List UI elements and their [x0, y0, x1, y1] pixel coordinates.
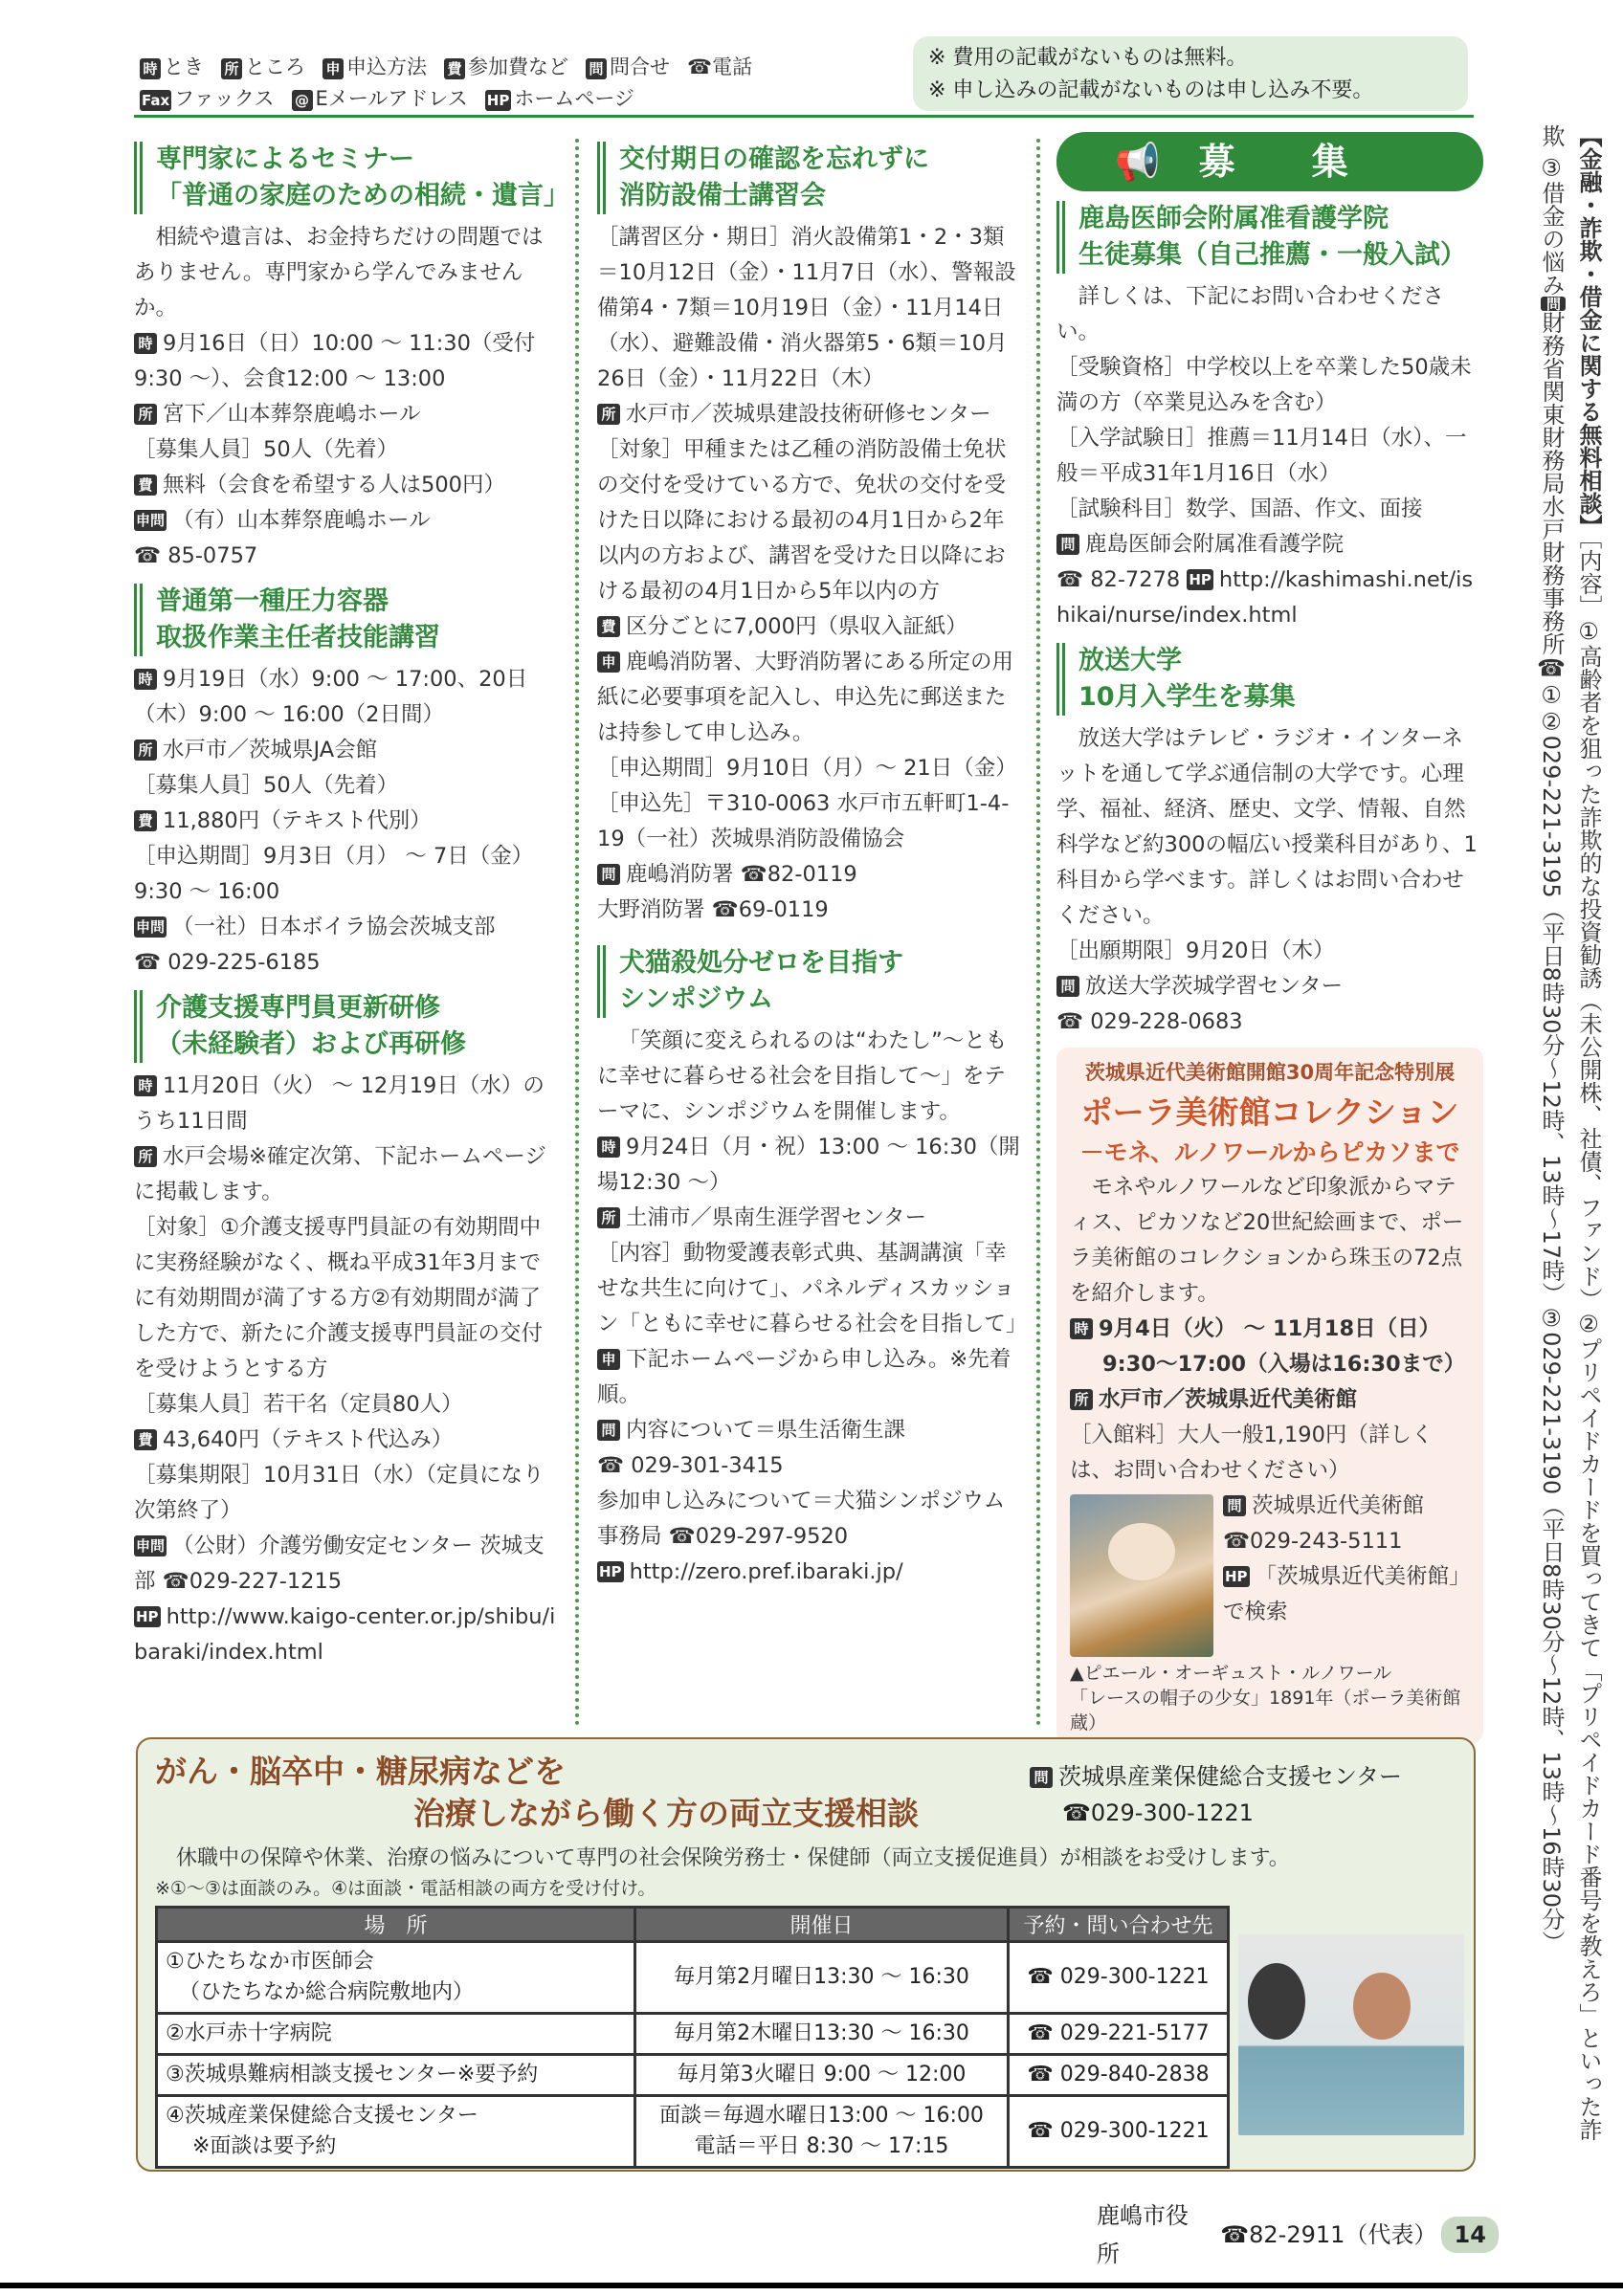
- title-line: 取扱作業主任者技能講習: [156, 623, 440, 652]
- contact-text: 放送大学茨城学習センター: [1085, 974, 1344, 999]
- fax-icon: Fax: [142, 92, 170, 109]
- vertical-body: ［内容］①高齢者を狙った詐欺的な投資勧誘（未公開株、社債、ファンド）②プリペイドカードを買ってきて「プリペイドカード番号を教えろ」といった詐欺 ③借金の悩み: [1538, 124, 1602, 2141]
- date-cell: 毎月第3火曜日 9:00 ～ 12:00: [635, 2055, 1009, 2096]
- tel-text: 029-300-1221: [1059, 2119, 1210, 2143]
- tel-text: 029-221-5177: [1059, 2021, 1210, 2045]
- homepage-icon: HP: [1225, 1568, 1248, 1585]
- phone-icon: ☎: [668, 1524, 696, 1549]
- consultation-box: [136, 1737, 1476, 2172]
- title-line: 専門家によるセミナー: [156, 144, 414, 174]
- phone-icon: ☎: [740, 862, 767, 887]
- limit-row: [134, 1458, 561, 1529]
- contact-text: 内容について＝県生活衛生課: [626, 1418, 906, 1443]
- tel-text: 85-0757: [167, 543, 258, 568]
- tel-row: [1056, 563, 1483, 633]
- time-text: 9月16日（日）10:00 ～ 11:30（受付9:30 ～）、会食12:00 ～ 13:00: [134, 331, 536, 391]
- fee-text: 43,640円（テキスト代込み）: [163, 1427, 454, 1452]
- subject-row: [1056, 492, 1483, 527]
- place-icon: 所: [221, 58, 242, 79]
- period-label: ［申込期間］: [134, 844, 264, 869]
- phone-icon: ☎: [134, 543, 168, 568]
- phone-icon: ☎: [1220, 2221, 1250, 2248]
- apply-icon: 申: [597, 1349, 620, 1370]
- date-cell: [635, 2096, 1009, 2168]
- contact-row: [134, 910, 561, 945]
- place-line: ①ひたちなか市医師会: [166, 1950, 374, 1974]
- homepage-icon: HP: [136, 1608, 159, 1625]
- legend-label: Eメールアドレス: [315, 87, 468, 110]
- fee-row: [134, 1423, 561, 1458]
- vertical-title: 【金融・詐欺・借金に関する無料相談】: [1575, 124, 1602, 538]
- exam-row: [1056, 421, 1483, 492]
- kubun-label: ［講習区分・期日］: [597, 225, 791, 250]
- apply-row: [597, 1342, 1020, 1413]
- legend-item: [221, 52, 305, 83]
- tel-text: 82-7278: [1090, 567, 1181, 592]
- tel-row: [134, 945, 561, 981]
- phone-icon: ☎: [1027, 2063, 1060, 2086]
- tel-text: 029-840-2838: [1059, 2063, 1210, 2086]
- contact-text: 大野消防署: [597, 897, 705, 922]
- content-row: [597, 1236, 1028, 1342]
- place-line: ④茨城産業保健総合支援センター: [166, 2104, 478, 2128]
- section-body: 「笑顔に変えられるのは“わたし”～ともに幸せに暮らせる社会を目指して～」をテーマに、シンポジウムを開催します。: [597, 1028, 1008, 1124]
- header-contact: 予約・問い合わせ先: [1009, 1908, 1229, 1942]
- phone-icon: ☎: [711, 897, 739, 922]
- date-cell: 毎月第2月曜日13:30 ～ 16:30: [635, 1942, 1009, 2014]
- table-row: [157, 1942, 1229, 2014]
- notice-box: [913, 36, 1468, 111]
- footer: [1097, 2197, 1499, 2273]
- tel-cell: [1009, 2055, 1229, 2096]
- capacity-row: [134, 1387, 561, 1423]
- homepage-icon: HP: [599, 1563, 622, 1580]
- kubun-text: 消火設備第1・2・3類＝10月12日（金）・11月7日（水）、警報設備第4・7類＝10月19日（金）・11月14日（水）、避難設備・消火器第5・6類＝10月26日（金）・11月22日（木）: [597, 225, 1016, 391]
- art-tagline: －モネ、ルノワールからピカソまで: [1079, 1138, 1460, 1166]
- period-row: [597, 751, 1020, 786]
- contact-row: [1056, 527, 1483, 563]
- fee-icon: 費: [134, 475, 157, 496]
- legend-item: [322, 52, 427, 83]
- place-text: 水戸市／茨城県建設技術研修センター: [626, 402, 991, 427]
- table-row: [157, 2096, 1229, 2168]
- tel-text: 029-227-1215: [189, 1569, 343, 1594]
- apply-icon: 申: [597, 651, 620, 673]
- phone-icon: ☎: [1056, 567, 1091, 592]
- phone-icon: ☎: [1223, 1529, 1251, 1554]
- qualification-text: 中学校以上を卒業した50歳未満の方（卒業見込みを含む）: [1056, 355, 1472, 415]
- legend-label: 電話: [712, 55, 753, 78]
- inquiry-icon: 問: [597, 1420, 620, 1441]
- phone-icon: ☎: [687, 55, 713, 78]
- tel-cell: [1009, 2096, 1229, 2168]
- apply-inquiry-icon: 申問: [136, 512, 166, 529]
- date-cell: 毎月第2木曜日13:30 ～ 16:30: [635, 2014, 1009, 2055]
- phone-icon: ☎: [1027, 2021, 1060, 2045]
- email-icon: @: [292, 90, 313, 111]
- time-row: [1070, 1312, 1470, 1347]
- subject-label: ［試験科目］: [1056, 497, 1187, 521]
- capacity-text: 50人（先着）: [263, 437, 399, 462]
- contact-row: [134, 503, 561, 539]
- capacity-label: ［募集人員］: [134, 437, 264, 462]
- column-divider: [575, 139, 579, 1727]
- date-line: 面談＝毎週水曜日13:00 ～ 16:00: [659, 2104, 984, 2128]
- time-icon: 時: [1070, 1318, 1093, 1339]
- section-title: [597, 945, 1020, 1018]
- boshu-banner: [1056, 132, 1483, 191]
- title-line: 「普通の家庭のための相続・遺言」: [156, 181, 569, 210]
- phone-icon: ☎: [162, 1569, 189, 1594]
- content-label: ［内容］: [597, 1241, 684, 1266]
- legend-label: 申込方法: [346, 55, 427, 78]
- phone-icon: ☎: [1027, 2119, 1060, 2143]
- time-icon: 時: [134, 669, 157, 690]
- tel-cell: [1009, 1942, 1229, 2014]
- column-3: [1056, 132, 1483, 1743]
- column-divider: [1036, 139, 1040, 1727]
- target-text: 甲種または乙種の消防設備士免状の交付を受けている方で、免状の交付を受けた日以降における最初の4月1日から2年以内の方および、講習を受けた日以降における最初の4月1日から5年以内の方: [597, 437, 1007, 604]
- section-title: [597, 142, 1020, 214]
- fee-text: 無料（会食を希望する人は500円）: [163, 473, 505, 497]
- period-text: 9月3日（月） ～ 7日（金）9:30 ～ 16:00: [134, 844, 534, 904]
- contact-row: [597, 893, 1020, 928]
- header-date: 開催日: [635, 1908, 1009, 1942]
- contact-text: 参加申し込みについて＝犬猫シンポジウム事務局: [597, 1489, 1006, 1549]
- contact-text: （有）山本葬祭鹿嶋ホール: [172, 508, 431, 533]
- tel-row: [597, 1448, 1020, 1484]
- notice-line: ※ 費用の記載がないものは無料。: [928, 46, 1248, 70]
- target-label: ［対象］: [597, 437, 684, 462]
- apply-text: 鹿嶋消防署、大野消防署にある所定の用紙に必要事項を記入し、申込先に郵送または持参して申し込み。: [597, 650, 1014, 745]
- table-header: [157, 1908, 1229, 1942]
- contact-text: （一社）日本ボイラ協会茨城支部: [172, 915, 496, 939]
- qualification-label: ［受験資格］: [1056, 355, 1187, 380]
- title-line: 交付期日の確認を忘れずに: [619, 144, 929, 174]
- contact-text: 茨城県産業保健総合支援センター: [1058, 1763, 1403, 1790]
- time-text-2: 9:30～17:00（入場は16:30まで）: [1102, 1352, 1466, 1377]
- place-icon: 所: [134, 404, 157, 425]
- apply-inquiry-icon: 申問: [136, 1537, 166, 1555]
- contact-text: 鹿嶋消防署: [626, 862, 734, 887]
- time-icon: 時: [134, 333, 157, 354]
- fee-row: [1070, 1418, 1470, 1489]
- table-row: [157, 2055, 1229, 2096]
- place-text: 水戸会場※確定次第、下記ホームページに掲載します。: [134, 1144, 546, 1204]
- fee-icon: 費: [597, 616, 620, 637]
- period-label: ［申込期間］: [597, 756, 727, 781]
- fee-label: ［入館料］: [1070, 1423, 1178, 1447]
- legend-item: [444, 52, 568, 83]
- fee-icon: 費: [134, 1429, 157, 1450]
- exam-label: ［入学試験日］: [1056, 426, 1208, 451]
- place-cell: ③茨城県難病相談支援センター※要予約: [157, 2055, 635, 2096]
- megaphone-icon: 📢: [1115, 141, 1161, 183]
- title-line: 鹿島医師会附属准看護学院: [1078, 204, 1389, 233]
- tel-cell: [1009, 2014, 1229, 2055]
- tel-text: 029-228-0683: [1090, 1009, 1243, 1034]
- qualification-row: [1056, 350, 1483, 421]
- apply-inquiry-icon: 申問: [136, 918, 166, 936]
- place-cell: ②水戸赤十字病院: [157, 2014, 635, 2055]
- place-cell: [157, 1942, 635, 2014]
- contact-row: [597, 1413, 1020, 1448]
- consultation-intro: 休職中の保障や休業、治療の悩みについて専門の社会保険労務士・保健師（両立支援促進員）が相談をお受けします。: [176, 1846, 1290, 1870]
- contact-text: 鹿島医師会附属准看護学院: [1085, 532, 1345, 557]
- consultation-note: ※①～③は面談のみ。④は面談・電話相談の両方を受け付け。: [155, 1878, 656, 1899]
- dest-label: ［申込先］: [597, 791, 705, 816]
- boshu-label: 募集: [1198, 141, 1425, 183]
- content-text: 動物愛護表彰式典、基調講演「幸せな共生に向けて」、パネルディスカッション「ともに幸せに暮らせる社会を目指して」: [597, 1241, 1028, 1336]
- phone-icon: ☎: [1056, 1009, 1091, 1034]
- homepage-icon: HP: [486, 92, 510, 109]
- title-line: 放送大学: [1078, 646, 1182, 675]
- legend: [140, 52, 905, 115]
- tel-text: 029-243-5111: [1250, 1529, 1403, 1554]
- vertical-consultation-notice: [1501, 124, 1606, 2152]
- time-text: 9月19日（水）9:00 ～ 17:00、20日（木）9:00 ～ 16:00（2日間）: [134, 667, 528, 727]
- time-text: 9月4日（火） ～ 11月18日（日）: [1099, 1316, 1441, 1341]
- hp-link[interactable]: http://www.kaigo-center.or.jp/shibu/ibaraki/index.html: [134, 1604, 556, 1665]
- place-text: 宮下／山本葬祭鹿嶋ホール: [163, 402, 421, 427]
- vertical-tel: ①②029-221-3195（平日8時30分～12時、13時～17時）③029-221-3190（平日8時30分～12時、13時～16時30分）: [1538, 681, 1565, 1954]
- limit-text: 10月31日（水）（定員になり次第終了）: [134, 1463, 545, 1523]
- target-label: ［対象］: [134, 1215, 221, 1240]
- photo-person: [1248, 1963, 1305, 2040]
- legend-label: 参加費など: [468, 55, 568, 78]
- time-icon: 時: [140, 58, 161, 79]
- phone-icon: ☎: [134, 950, 168, 975]
- contact-text: 茨城県近代美術館: [1252, 1493, 1425, 1518]
- hp-text: 「茨城県近代美術館」で検索: [1223, 1564, 1460, 1624]
- contact-text: （公財）介護労働安定センター 茨城支部: [134, 1534, 545, 1594]
- fee-text: 区分ごとに7,000円（県収入証紙）: [626, 614, 967, 639]
- contact-row: [597, 1484, 1020, 1555]
- fee-row: [134, 804, 561, 839]
- title-line: 介護支援専門員更新研修: [156, 993, 440, 1023]
- time-icon: 時: [597, 1137, 620, 1158]
- legend-row-1: [140, 52, 905, 83]
- fee-row: [597, 609, 1020, 645]
- place-line-2: （ひたちなか総合病院敷地内）: [179, 1980, 475, 2004]
- place-line-2: ※面談は要予約: [192, 2134, 337, 2158]
- hp-row: [134, 1600, 561, 1670]
- section-title: [134, 990, 561, 1063]
- caption-line: ▲ピエール・オーギュスト・ルノワール: [1070, 1663, 1392, 1684]
- section-body: 相続や遺言は、お金持ちだけの問題ではありません。専門家から学んでみませんか。: [134, 225, 544, 320]
- title-line: 普通第一種圧力容器: [156, 586, 389, 616]
- bottom-rule: [0, 2283, 1623, 2288]
- legend-label: ファックス: [174, 87, 275, 110]
- footer-tel: 82-2911（代表）: [1249, 2221, 1437, 2248]
- apply-icon: 申: [322, 58, 344, 79]
- fee-row: [134, 468, 561, 503]
- time-row: [134, 662, 561, 733]
- hp-row: [597, 1555, 1020, 1590]
- fee-text: 大人一般1,190円（詳しくは、お問い合わせください）: [1070, 1423, 1434, 1483]
- legend-item: [586, 52, 670, 83]
- title-line: 消防設備士講習会: [619, 181, 826, 210]
- contact-row: [1056, 969, 1483, 1004]
- place-icon: 所: [597, 1207, 620, 1228]
- inquiry-icon: 問: [1541, 297, 1566, 311]
- limit-label: ［出願期限］: [1056, 938, 1187, 963]
- tel-row: [134, 539, 561, 574]
- consultation-photo: [1238, 1934, 1464, 2135]
- place-row: [134, 1139, 561, 1210]
- time-row: [134, 1069, 561, 1139]
- limit-label: ［募集期限］: [134, 1463, 264, 1488]
- homepage-icon: HP: [1189, 571, 1212, 588]
- time-text: 9月24日（月・祝）13:00 ～ 16:30（開場12:30 ～）: [597, 1135, 1020, 1195]
- legend-item: [292, 83, 468, 115]
- kubun-row: [597, 220, 1020, 397]
- time-text: 11月20日（火） ～ 12月19日（水）のうち11日間: [134, 1073, 545, 1134]
- column-2: [597, 132, 1028, 1590]
- consultation-title-2: 治療しながら働く方の両立支援相談: [413, 1795, 919, 1832]
- place-icon: 所: [134, 1146, 157, 1167]
- period-text: 9月10日（月）～ 21日（金）: [726, 756, 1017, 781]
- place-row: [597, 1201, 1020, 1236]
- target-row: [134, 1210, 561, 1387]
- title-line: シンポジウム: [619, 984, 774, 1014]
- place-row: [597, 397, 1020, 432]
- fee-icon: 費: [134, 810, 157, 831]
- place-icon: 所: [1070, 1389, 1093, 1410]
- exam-text: 推薦＝11月14日（水）、一般＝平成31年1月16日（水）: [1056, 426, 1467, 486]
- fee-icon: 費: [444, 58, 465, 79]
- capacity-row: [134, 768, 561, 804]
- place-text: 水戸市／茨城県JA会館: [163, 738, 378, 762]
- title-line: （未経験者）および再研修: [156, 1029, 466, 1059]
- legend-row-2: [140, 83, 905, 115]
- place-icon: 所: [597, 404, 620, 425]
- inquiry-icon: 問: [1223, 1495, 1246, 1516]
- capacity-row: [134, 432, 561, 468]
- art-exhibition-box: [1056, 1048, 1483, 1743]
- section-title: [1056, 201, 1483, 274]
- art-title: ポーラ美術館コレクション: [1080, 1093, 1459, 1131]
- target-row: [597, 432, 1020, 609]
- section-title: [134, 142, 569, 214]
- inquiry-icon: 問: [1056, 976, 1079, 997]
- place-icon: 所: [134, 740, 157, 761]
- column-1: [134, 132, 569, 1670]
- legend-item: [140, 52, 204, 83]
- time-row: [134, 326, 561, 397]
- footer-office: 鹿嶋市役所: [1097, 2202, 1189, 2267]
- inquiry-icon: 問: [1030, 1767, 1053, 1788]
- caption-line: 「レースの帽子の少女」1891年（ポーラ美術館蔵）: [1070, 1688, 1461, 1733]
- tel-text: 029-225-6185: [167, 950, 321, 975]
- phone-icon: ☎: [1027, 1965, 1060, 1989]
- inquiry-icon: 問: [1056, 534, 1079, 555]
- title-line: 犬猫殺処分ゼロを目指す: [619, 948, 903, 978]
- tel-text: 029-300-1221: [1059, 1965, 1210, 1989]
- inquiry-icon: 問: [586, 58, 607, 79]
- period-row: [134, 839, 561, 910]
- apply-text: 下記ホームページから申し込み。※先着順。: [597, 1347, 1012, 1407]
- consultation-title-1: がん・脳卒中・糖尿病などを: [155, 1753, 566, 1790]
- limit-text: 9月20日（木）: [1186, 938, 1335, 963]
- subject-text: 数学、国語、作文、面接: [1186, 497, 1423, 521]
- date-line-2: 電話＝平日 8:30 ～ 17:15: [694, 2134, 949, 2158]
- art-subtitle: 茨城県近代美術館開館30周年記念特別展: [1084, 1061, 1456, 1084]
- tel-text: 69-0119: [738, 897, 829, 922]
- painting-caption: [1070, 1661, 1470, 1735]
- phone-icon: ☎: [1538, 654, 1565, 682]
- header-place: 場 所: [157, 1908, 635, 1942]
- capacity-text: 若干名（定員80人）: [263, 1392, 463, 1417]
- art-body: モネやルノワールなど印象派からマティス、ピカソなど20世紀絵画まで、ポーラ美術館のコレクションから珠玉の72点を紹介します。: [1070, 1175, 1464, 1306]
- contact-row: [597, 857, 1020, 893]
- target-text: ①介護支援専門員証の有効期間中に実務経験がなく、概ね平成31年3月までに有効期間が満了する方②有効期間が満了した方で、新たに介護支援専門員証の交付を受けようとする方: [134, 1215, 544, 1381]
- legend-item: [687, 52, 752, 83]
- tel-row: [1056, 1004, 1483, 1040]
- legend-label: 問合せ: [610, 55, 670, 78]
- section-body: 放送大学はテレビ・ラジオ・インターネットを通して学ぶ通信制の大学です。心理学、福祉、経済、歴史、文学、情報、自然科学など約300の幅広い授業科目があり、1科目から学べます。詳しくはお問い合わせください。: [1056, 726, 1478, 928]
- header-divider: [134, 115, 1474, 118]
- tel-text: 029-301-3415: [631, 1453, 784, 1478]
- dest-row: [597, 786, 1020, 857]
- capacity-text: 50人（先着）: [263, 773, 399, 798]
- hp-link[interactable]: http://zero.pref.ibaraki.jp/: [629, 1559, 903, 1584]
- legend-label: ホームページ: [514, 87, 634, 110]
- place-row: [134, 733, 561, 768]
- hp-link[interactable]: http://kashimashi.net/ishikai/nurse/index.html: [1056, 567, 1474, 628]
- renoir-painting-image: [1070, 1494, 1213, 1657]
- legend-label: ところ: [245, 55, 305, 78]
- phone-icon: ☎: [1062, 1799, 1091, 1826]
- legend-item: [140, 83, 275, 115]
- notice-line: ※ 申し込みの記載がないものは申し込み不要。: [928, 78, 1374, 102]
- legend-label: とき: [164, 55, 204, 78]
- tel-text: 029-300-1221: [1090, 1799, 1254, 1826]
- contact-row: [134, 1529, 561, 1600]
- place-cell: [157, 2096, 635, 2168]
- page-number: 14: [1441, 2217, 1499, 2253]
- capacity-label: ［募集人員］: [134, 773, 264, 798]
- fee-text: 11,880円（テキスト代別）: [163, 808, 432, 833]
- time-icon: 時: [134, 1075, 157, 1096]
- section-title: [1056, 643, 1483, 716]
- title-line: 10月入学生を募集: [1078, 682, 1296, 712]
- consultation-table: [155, 1906, 1230, 2169]
- legend-item: [485, 83, 634, 115]
- place-text: 水戸市／茨城県近代美術館: [1099, 1387, 1358, 1412]
- inquiry-icon: 問: [597, 864, 620, 885]
- phone-icon: ☎: [597, 1453, 632, 1478]
- limit-row: [1056, 934, 1483, 969]
- title-line: 生徒募集（自己推薦・一般入試）: [1078, 240, 1466, 270]
- section-body: 詳しくは、下記にお問い合わせください。: [1056, 284, 1445, 344]
- dest-text: 〒310-0063 水戸市五軒町1-4-19（一社）茨城県消防設備協会: [597, 791, 1010, 851]
- tel-text: 82-0119: [767, 862, 857, 887]
- vertical-contact: 財務省関東財務局水戸財務事務所: [1538, 310, 1565, 655]
- place-row: [134, 397, 561, 432]
- time-row: [597, 1130, 1020, 1201]
- tel-text: 029-297-9520: [695, 1524, 849, 1549]
- place-row: [1070, 1382, 1470, 1418]
- apply-row: [597, 645, 1020, 751]
- consultation-contact: [1030, 1758, 1460, 1831]
- place-text: 土浦市／県南生涯学習センター: [626, 1205, 927, 1230]
- photo-person: [1353, 1973, 1411, 2040]
- section-title: [134, 584, 561, 656]
- capacity-label: ［募集人員］: [134, 1392, 264, 1417]
- table-row: [157, 2014, 1229, 2055]
